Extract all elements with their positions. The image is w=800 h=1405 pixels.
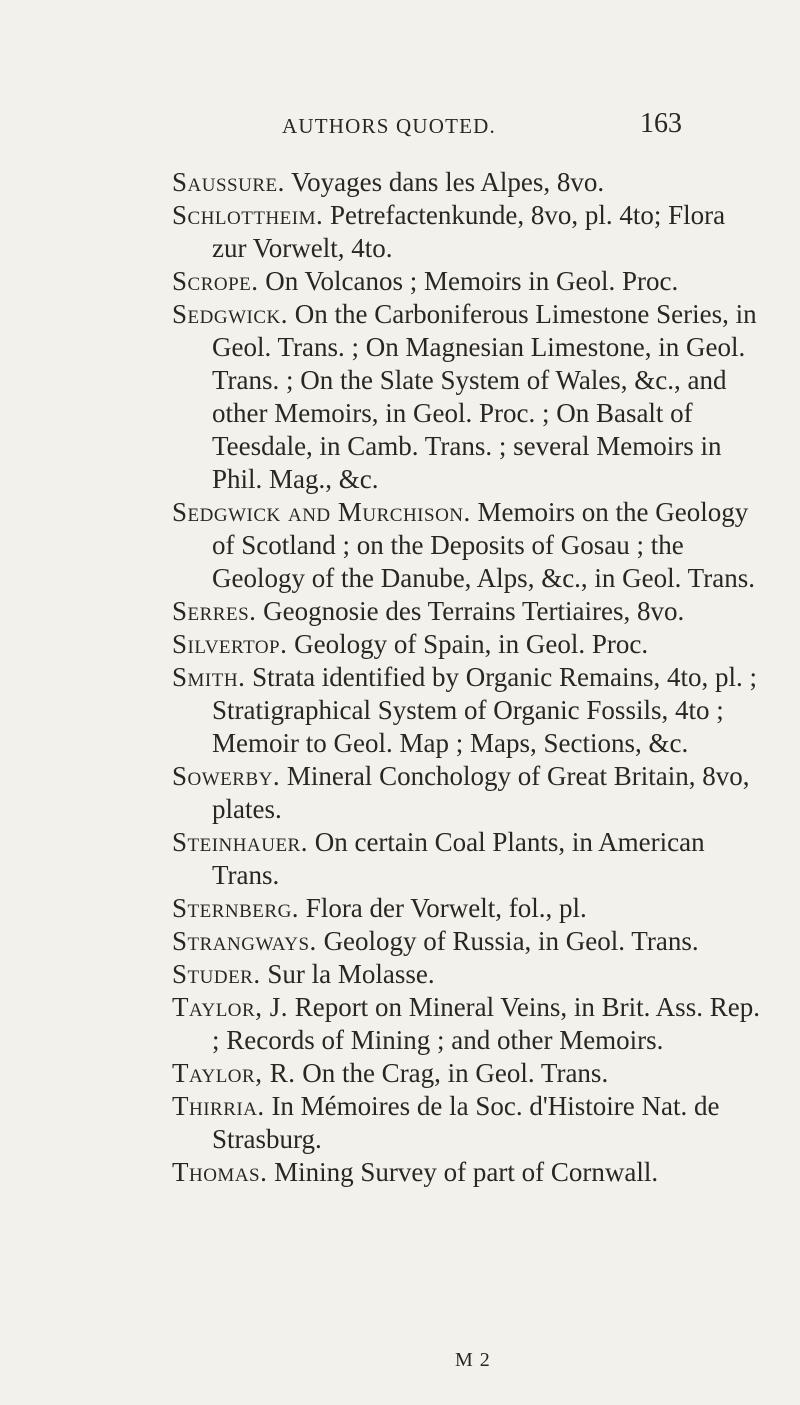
entry-text: Mining Survey of part of Cornwall. — [274, 1157, 659, 1187]
entry-text: Mineral Conchology of Great Britain, 8vo, plates. — [212, 761, 750, 824]
bibliography-entry — [172, 1156, 762, 1189]
entry-text: Flora der Vorwelt, fol., pl. — [305, 893, 587, 923]
entry-text: Geognosie des Terrains Tertiaires, 8vo. — [263, 596, 685, 626]
bibliography-entry — [172, 199, 762, 265]
entry-author: Serres. — [172, 596, 257, 626]
bibliography-list — [172, 166, 762, 1189]
entry-author: Sedgwick. — [172, 299, 288, 329]
entry-text: On the Crag, in Geol. Trans. — [302, 1058, 609, 1088]
bibliography-entry — [172, 925, 762, 958]
entry-author: Smith. — [172, 662, 246, 692]
bibliography-entry — [172, 1090, 762, 1156]
entry-text: Memoirs on the Geology of Scotland ; on the Deposits of Gosau ; the Geology of the Danube, Alps, &c., in Geol. Trans. — [212, 497, 755, 593]
entry-author: Studer. — [172, 959, 261, 989]
entry-author: Schlottheim. — [172, 200, 324, 230]
entry-author: Taylor, R. — [172, 1058, 296, 1088]
entry-author: Thirria. — [172, 1091, 265, 1121]
entry-text: On the Carboniferous Limestone Series, in Geol. Trans. ; On Magnesian Limestone, in Geol. Trans. ; On the Slate System of Wales, &c., and other Memoirs, in Geol. Proc. ; On Basalt of Teesdale, in Camb. Trans. ; several Memoirs in Phil. Mag., &c. — [212, 299, 757, 494]
entry-text: Petrefactenkunde, 8vo, pl. 4to; Flora zur Vorwelt, 4to. — [212, 200, 726, 263]
bibliography-entry — [172, 826, 762, 892]
entry-text: Strata identified by Organic Remains, 4to, pl. ; Stratigraphical System of Organic Fossils, 4to ; Memoir to Geol. Map ; Maps, Sections, &c. — [212, 662, 757, 758]
entry-author: Sowerby. — [172, 761, 281, 791]
bibliography-entry — [172, 892, 762, 925]
entry-text: In Mémoires de la Soc. d'Histoire Nat. de Strasburg. — [212, 1091, 720, 1154]
entry-author: Sedgwick and Murchison. — [172, 497, 471, 527]
bibliography-entry — [172, 166, 762, 199]
entry-text: On Volcanos ; Memoirs in Geol. Proc. — [265, 266, 679, 296]
entry-author: Thomas. — [172, 1157, 268, 1187]
entry-text: Report on Mineral Veins, in Brit. Ass. Rep. ; Records of Mining ; and other Memoirs. — [212, 992, 760, 1055]
entry-author: Silvertop. — [172, 629, 288, 659]
signature-mark: M 2 — [455, 1349, 491, 1371]
bibliography-entry — [172, 958, 762, 991]
entry-author: Sternberg. — [172, 893, 300, 923]
entry-text: On certain Coal Plants, in American Trans. — [212, 827, 705, 890]
entry-author: Scrope. — [172, 266, 259, 296]
entry-text: Geology of Spain, in Geol. Proc. — [294, 629, 649, 659]
bibliography-entry — [172, 496, 762, 595]
bibliography-entry — [172, 628, 762, 661]
entry-author: Steinhauer. — [172, 827, 308, 857]
entry-author: Taylor, J. — [172, 992, 288, 1022]
entry-author: Saussure. — [172, 167, 285, 197]
entry-text: Geology of Russia, in Geol. Trans. — [323, 926, 699, 956]
bibliography-entry — [172, 661, 762, 760]
entry-text: Voyages dans les Alpes, 8vo. — [291, 167, 605, 197]
bibliography-entry — [172, 298, 762, 496]
bibliography-entry — [172, 595, 762, 628]
page-number: 163 — [640, 108, 682, 139]
bibliography-entry — [172, 1057, 762, 1090]
bibliography-entry — [172, 760, 762, 826]
bibliography-entry — [172, 265, 762, 298]
page-header — [0, 108, 800, 148]
bibliography-entry — [172, 991, 762, 1057]
entry-text: Sur la Molasse. — [267, 959, 435, 989]
entry-author: Strangways. — [172, 926, 317, 956]
running-head: AUTHORS QUOTED. — [282, 114, 496, 138]
